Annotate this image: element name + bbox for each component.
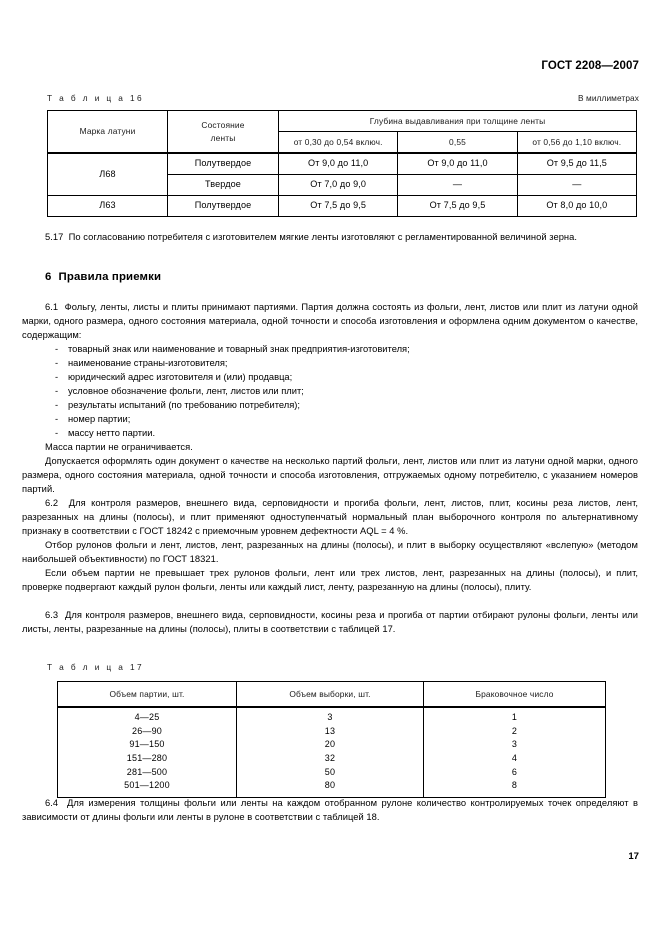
- dash-marker-icon: -: [55, 428, 59, 439]
- clause-6-1-allowance: [22, 454, 638, 496]
- table16-cell-mark-2: Л63: [48, 196, 168, 217]
- table17-cell-reject-3: 4: [511, 753, 518, 764]
- list-item-label: юридический адрес изготовителя и (или) продавца;: [68, 372, 293, 383]
- section-6-heading: [45, 271, 161, 283]
- table17-column-sample-sizes: [237, 707, 424, 798]
- table17-cell-reject-0: 1: [511, 712, 518, 722]
- list-item-label: результаты испытаний (по требованию потребителя);: [68, 400, 300, 411]
- table16-header-state-line2: ленты: [210, 132, 236, 143]
- table16-header-thickness-2: 0,55: [398, 132, 517, 154]
- table16-caption: Т а б л и ц а 16: [47, 93, 145, 103]
- table17-cell-lot-2: 91—150: [129, 739, 165, 750]
- table16-cell-d2-1: —: [398, 175, 517, 196]
- list-item: [22, 356, 638, 370]
- table16-cell-mark-0: Л68: [48, 153, 168, 196]
- table16-cell-state-2: Полутвердое: [168, 196, 279, 217]
- section-6-title: Правила приемки: [58, 271, 162, 283]
- dash-marker-icon: -: [55, 372, 59, 383]
- clause-6-1-allowance-text: Допускается оформлять один документ о качестве на несколько партий фольги, лент, листов или плит из латуни одной марки, одного размера, одного состояния материала, одной точности и способа изготовления, отгружаемых одному потребителю, с указанием номеров партий.: [22, 456, 638, 495]
- standard-designation: ГОСТ 2208—2007: [541, 60, 639, 72]
- list-item-label: номер партии;: [68, 414, 131, 425]
- clause-6-2-small-lot: [22, 566, 638, 594]
- table16-header-state-line1: Состояние: [201, 120, 245, 131]
- clause-5-17: [22, 230, 638, 244]
- table17-cell-lot-5: 501—1200: [124, 780, 170, 791]
- table16: [47, 110, 637, 217]
- table-row: [58, 707, 606, 798]
- list-item: [22, 384, 638, 398]
- clause-5-17-number: 5.17: [45, 232, 64, 242]
- list-item-label: наименование страны-изготовителя;: [68, 358, 228, 369]
- table17-header-rejection-number: Браковочное число: [424, 682, 606, 708]
- table16-header-group: Глубина выдавливания при толщине ленты: [279, 111, 637, 132]
- clause-5-17-text: По согласованию потребителя с изготовителем мягкие ленты изготовляют с регламентированной величиной зерна.: [68, 232, 578, 242]
- table17-header-row: [58, 682, 606, 708]
- clause-6-1-text: Фольгу, ленты, листы и плиты принимают партиями. Партия должна состоять из фольги, лент, листов или плит из латуни одной марки, одного размера, одного состояния материала, одной точности и способа изготовления и оформлена одним документом о качестве, содержащим:: [22, 302, 638, 341]
- list-item: [22, 398, 638, 412]
- dash-marker-icon: -: [55, 400, 59, 411]
- list-item: [22, 342, 638, 356]
- list-item-label: условное обозначение фольги, лент, листов или плит;: [68, 386, 304, 397]
- clause-6-2-selection: [22, 538, 638, 566]
- table17-header-sample-size: Объем выборки, шт.: [237, 682, 424, 708]
- clause-6-4-number: 6.4: [45, 798, 59, 808]
- table17-cell-reject-5: 8: [511, 780, 518, 791]
- table16-cell-d3-1: —: [517, 175, 636, 196]
- list-item: [22, 426, 638, 440]
- clause-6-1-number: 6.1: [45, 302, 59, 312]
- table16-cell-d1-1: От 7,0 до 9,0: [279, 175, 398, 196]
- table-row: [48, 196, 637, 217]
- table17-cell-sample-3: 32: [324, 753, 336, 764]
- table16-cell-d3-0: От 9,5 до 11,5: [517, 153, 636, 175]
- clause-6-4-text: Для измерения толщины фольги или ленты на каждом отобранном рулоне количество контролируемых точек определяют в зависимости от длины фольги или ленты в рулоне в соответствии с таблицей 18.: [22, 798, 639, 823]
- list-item-label: товарный знак или наименование и товарный знак предприятия-изготовителя;: [68, 344, 410, 354]
- clause-6-3-number: 6.3: [45, 610, 59, 620]
- table17-cell-sample-2: 20: [324, 739, 336, 750]
- clause-6-2-selection-text: Отбор рулонов фольги и лент, листов, лент, разрезанных на длины (полосы), и плит в выборку осуществляют «вслепую» (методом наибольшей объективности) по ГОСТ 18321.: [22, 540, 638, 565]
- dash-marker-icon: -: [55, 358, 59, 369]
- table17-header-lot-size: Объем партии, шт.: [58, 682, 237, 708]
- dash-marker-icon: -: [55, 414, 59, 425]
- clause-6-1-mass-note-text: Масса партии не ограничивается.: [45, 442, 193, 452]
- table17-column-rejection-numbers: [424, 707, 606, 798]
- table17-cell-lot-4: 281—500: [126, 766, 168, 777]
- table-row: [48, 153, 637, 175]
- section-6-number: 6: [45, 271, 52, 283]
- clause-6-2-text: Для контроля размеров, внешнего вида, серповидности и прогиба фольги, лент, листов, плит, косины реза листов, лент, разрезанных на длины (полосы), и плит применяют одноступенчатый нормальный план выборочного контроля по альтернативному признаку в соответствии с ГОСТ 18242 с приемочным уровнем дефектности AQL = 4 %.: [22, 498, 638, 537]
- table17-column-lot-sizes: [58, 707, 237, 798]
- table17-cell-reject-4: 6: [511, 766, 518, 777]
- table17-cell-sample-1: 13: [324, 725, 336, 736]
- clause-6-2-small-lot-text: Если объем партии не превышает трех рулонов фольги, лент или трех листов, лент, разрезанных на длины (полосы), и плит, проверке подвергают каждый рулон фольги, ленты или каждый лист, ленту, разрезанную на длины (полосы), плиту.: [22, 568, 638, 593]
- table17: [57, 681, 606, 798]
- table17-cell-reject-2: 3: [511, 739, 518, 750]
- clause-6-1-mass-note: [22, 440, 638, 454]
- table17-cell-lot-3: 151—280: [126, 753, 168, 764]
- list-item: [22, 370, 638, 384]
- table17-cell-lot-1: 26—90: [131, 725, 163, 736]
- table17-cell-lot-0: 4—25: [134, 712, 160, 722]
- table16-caption-row: [47, 93, 639, 103]
- table16-cell-state-0: Полутвердое: [168, 153, 279, 175]
- table16-cell-d3-2: От 8,0 до 10,0: [517, 196, 636, 217]
- table16-cell-d1-0: От 9,0 до 11,0: [279, 153, 398, 175]
- list-item: [22, 412, 638, 426]
- table17-cell-sample-5: 80: [324, 780, 336, 791]
- table17-cell-sample-0: 3: [327, 712, 333, 722]
- table16-header-row-1: [48, 111, 637, 132]
- clause-6-2: [22, 496, 638, 538]
- table16-header-thickness-3: от 0,56 до 1,10 включ.: [517, 132, 636, 154]
- clause-6-2-number: 6.2: [45, 498, 59, 508]
- page-number: 17: [628, 851, 639, 862]
- table16-header-state: [168, 111, 279, 154]
- quality-document-contents-list: [22, 342, 638, 440]
- table17-caption-row: [47, 662, 639, 672]
- clause-6-3-text: Для контроля размеров, внешнего вида, серповидности, косины реза и прогиба от партии отбирают рулоны фольги, ленты или листы, ленты, разрезанные на длины (полосы), плиты в соответствии с таблицей 17.: [22, 610, 638, 635]
- table16-cell-d1-2: От 7,5 до 9,5: [279, 196, 398, 217]
- table16-cell-d2-2: От 7,5 до 9,5: [398, 196, 517, 217]
- table16-header-thickness-1: от 0,30 до 0,54 включ.: [279, 132, 398, 154]
- list-item-label: массу нетто партии.: [68, 428, 156, 439]
- clause-6-3: [22, 608, 638, 636]
- table17-cell-reject-1: 2: [511, 725, 518, 736]
- table16-units-note: В миллиметрах: [577, 93, 639, 103]
- clause-6-4: [22, 796, 638, 824]
- dash-marker-icon: -: [55, 344, 59, 354]
- table17-cell-sample-4: 50: [324, 766, 336, 777]
- dash-marker-icon: -: [55, 386, 59, 397]
- clause-6-1: [22, 300, 638, 342]
- table16-header-mark: Марка латуни: [48, 111, 168, 154]
- table16-cell-d2-0: От 9,0 до 11,0: [398, 153, 517, 175]
- table17-caption: Т а б л и ц а 17: [47, 662, 145, 672]
- table16-cell-state-1: Твердое: [168, 175, 279, 196]
